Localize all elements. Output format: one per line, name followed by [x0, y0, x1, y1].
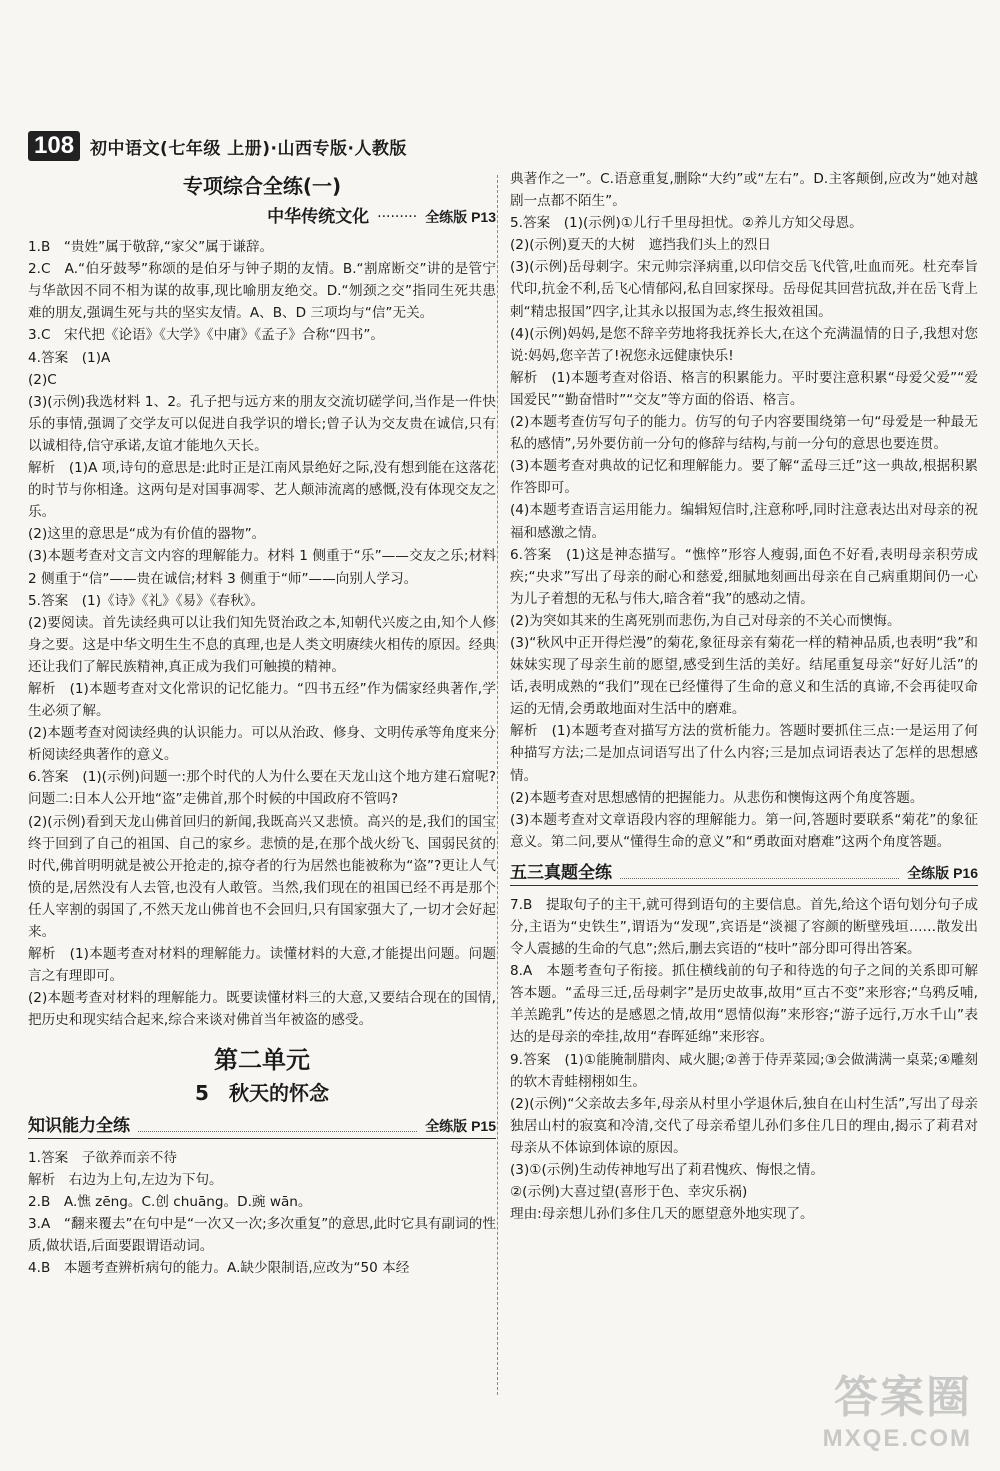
answer-line: 7.B 提取句子的主干,就可得到语句的主要信息。首先,给这个语句划分句子成分,主语为“史铁生”,谓语为“发现”,宾语是“淡褪了容颜的断壁残垣……散发出令人震撼的生命的气息”;然后,删去宾语的“枝叶”部分即可得出答案。 [510, 896, 978, 958]
answer-line: (3)(示例)岳母刺字。宋元帅宗泽病重,以印信交岳飞代管,吐血而死。杜充奉旨代印,抗金不利,岳飞心情郁闷,私自回家探母。岳母促其回营抗敌,并在岳飞背上刺“精忠报国”四字,让其永以报国为志,终生报效祖国。 [510, 259, 978, 320]
column-divider [497, 175, 498, 1395]
answer-line: 解析 (1)本题考查对材料的理解能力。读懂材料的大意,才能提出问题。问题言之有理即可。 [28, 946, 496, 985]
left-column [28, 168, 496, 1279]
lesson-title: 5 秋天的怀念 [195, 1080, 329, 1105]
page-header [28, 130, 407, 162]
answer-line: (2)本题考查对材料的理解能力。既要读懂材料三的大意,又要结合现在的国情,把历史和现实结合起来,综合来谈对佛首当年被盗的感受。 [28, 990, 496, 1029]
answer-line: 2.B A.憔 zēng。C.创 chuāng。D.豌 wān。 [28, 1193, 312, 1210]
answer-line: 1.答案 子欲养而亲不待 [28, 1149, 177, 1166]
answer-line: (2)本题考查仿写句子的能力。仿写的句子内容要围绕第一句“母爱是一种最无私的感情”,另外要仿前一分句的修辞与结构,与前一分句的意思也要连贯。 [510, 414, 978, 453]
answer-line: (2)为突如其来的生离死别而悲伤,为自己对母亲的不关心而懊悔。 [510, 612, 901, 629]
answer-line: 2.C A.“伯牙鼓琴”称颂的是伯牙与钟子期的友情。B.“割席断交”讲的是管宁与华歆因不同不相为谋的故事,现比喻朋友绝交。D.“刎颈之交”指同生死共患难的朋友,强调生死与共的坚实友情。A、B、D 三项均与“信”无关。 [28, 261, 496, 322]
right-column [510, 168, 978, 1225]
answer-line: (3)本题考查对文章语段内容的理解能力。第一问,答题时要联系“菊花”的象征意义。第二问,要从“懂得生命的意义”和“勇敢面对磨难”这两个角度答题。 [510, 811, 978, 850]
band-ref: 全练版 P15 [425, 1117, 496, 1134]
answer-line: 解析 (1)本题考查对俗语、格言的积累能力。平时要注意积累“母爱父爱”“爱国爱民”“勤奋惜时”“交友”等方面的俗语、格言。 [510, 369, 978, 408]
answer-line: (3)本题考查对典故的记忆和理解能力。要了解“孟母三迁”这一典故,根据积累作答即可。 [510, 458, 978, 497]
answer-line: (3)“秋风中正开得烂漫”的菊花,象征母亲有菊花一样的精神品质,也表明“我”和妹妹实现了母亲生前的愿望,感受到生活的美好。结尾重复母亲“好好儿活”的话,表明成熟的“我们”现在已经懂得了生命的意义和生活的真谛,不会再徒叹命运的无情,会勇敢地面对生活中的磨难。 [510, 634, 978, 718]
subsection-name: 中华传统文化 [267, 207, 370, 227]
answer-line: 典著作之一”。C.语意重复,删除“大约”或“左右”。D.主客颠倒,应改为“她对越剧一点都不陌生”。 [510, 171, 978, 210]
answer-line: 6.答案 (1)这是神态描写。“憔悴”形容人瘦弱,面色不好看,表明母亲积劳成疾;“央求”写出了母亲的耐心和慈爱,细腻地刻画出母亲在自己病重期间仍一心为儿子着想的无私与伟大,暗含着“我”的感动之情。 [510, 546, 978, 607]
band-dots [620, 866, 899, 879]
watermark-line1: 答案圈 [834, 1373, 972, 1422]
answer-line: (2)本题考查对阅读经典的认识能力。可以从治政、修身、文明传承等角度来分析阅读经典著作的意义。 [28, 725, 496, 764]
answer-line: (3)①(示例)生动传神地写出了莉君愧疚、悔恨之情。 [510, 1162, 824, 1179]
answer-line: (2)C [28, 371, 57, 388]
answer-line: 4.B 本题考查辨析病句的能力。A.缺少限制语,应改为“50 本经 [28, 1260, 410, 1277]
subsection-dots: ········· [377, 209, 418, 225]
left-answers-2 [28, 1147, 496, 1280]
answer-line: (2)(示例)“父亲故去多年,母亲从村里小学退休后,独自在山村生活”,写出了母亲独居山村的寂寞和冷清,交代了母亲希望儿孙们多住几日的理由,揭示了莉君对母亲从不体谅到体谅的原因。 [510, 1095, 978, 1156]
answer-line: 4.答案 (1)A [28, 349, 111, 366]
subsection-ref: 全练版 P13 [425, 209, 496, 225]
answer-line: 解析 (1)本题考查对描写方法的赏析能力。答题时要抓住三点:一是运用了何种描写方法;二是加点词语写出了什么内容;三是加点词语表达了怎样的思想感情。 [510, 723, 978, 784]
right-answers-2 [510, 894, 978, 1225]
band-ref: 全练版 P16 [907, 864, 978, 881]
section-band-exam [510, 861, 978, 886]
page-number: 108 [28, 131, 80, 161]
answer-line: 8.A 本题考查句子衔接。抓住横线前的句子和待选的句子之间的关系即可解答本题。“孟母三迁,岳母刺字”是历史故事,故用“亘古不变”来形容;“乌鸦反哺,羊羔跪乳”传达的是感恩之情,故用“恩情似海”来形容;“游子远行,万水千山”表达的是母亲的牵挂,故用“春晖延绵”来形容。 [510, 963, 978, 1046]
answer-line: 1.B “贵姓”属于敬辞,“家父”属于谦辞。 [28, 239, 274, 256]
section-title: 专项综合全练(一) [182, 174, 342, 198]
answer-line: (2)(示例)夏天的大树 遮挡我们头上的烈日 [510, 237, 771, 254]
answer-line: 解析 (1)A 项,诗句的意思是:此时正是江南风景绝好之际,没有想到能在这落花的时节与你相逢。这两句是对国事凋零、艺人颠沛流离的感慨,没有体现交友之乐。 [28, 460, 496, 521]
answer-line: (3)本题考查对文言文内容的理解能力。材料 1 侧重于“乐”——交友之乐;材料 2 侧重于“信”——贵在诚信;材料 3 侧重于“师”——向别人学习。 [28, 548, 496, 587]
answer-line: 9.答案 (1)①能腌制腊肉、咸火腿;②善于侍弄菜园;③会做满满一桌菜;④雕刻的软木青蛙栩栩如生。 [510, 1051, 978, 1090]
answer-line: (2)本题考查对思想感情的把握能力。从悲伤和懊悔这两个角度答题。 [510, 789, 924, 806]
answer-line: 5.答案 (1)《诗》《礼》《易》《春秋》。 [28, 592, 265, 609]
answer-line: ②(示例)大喜过望(喜形于色、幸灾乐祸) [510, 1184, 748, 1201]
answer-line: (2)(示例)看到天龙山佛首回归的新闻,我既高兴又悲愤。高兴的是,我们的国宝终于回到了自己的祖国、自己的家乡。悲愤的是,在那个战火纷飞、国弱民贫的时代,佛首明明就是被公开抢走的,掠夺者的行为居然也能被称为“盗”?更让人气愤的是,居然没有人去管,也没有人敢管。当然,我们现在的祖国已经不再是那个任人宰割的弱国了,不然天龙山佛首也不会回归,只有国家强大了,一切才会好起来。 [28, 813, 496, 940]
answer-line: 6.答案 (1)(示例)问题一:那个时代的人为什么要在天龙山这个地方建石窟呢?问题二:日本人公开地“盗”走佛首,那个时候的中国政府不管吗? [28, 769, 496, 808]
answer-line: 3.A “翻来覆去”在句中是“一次又一次;多次重复”的意思,此时它具有副词的性质,做状语,后面要跟谓语动词。 [28, 1215, 496, 1255]
band-title: 知识能力全练 [28, 1115, 130, 1136]
answer-line: (2)这里的意思是“成为有价值的器物”。 [28, 526, 266, 543]
answer-line: (4)本题考查语言运用能力。编辑短信时,注意称呼,同时注意表达出对母亲的祝福和感激之情。 [510, 502, 978, 541]
answer-line: (2)要阅读。首先读经典可以让我们知先贤治政之本,知朝代兴废之由,知个人修身之要。这是中华文明生生不息的真理,也是人类文明赓续火相传的原因。经典还让我们了解民族精神,真正成为我们可触摸的精神。 [28, 614, 496, 675]
answer-line: 解析 右边为上句,左边为下句。 [28, 1171, 223, 1188]
band-dots [138, 1119, 417, 1132]
answer-line: 5.答案 (1)(示例)①儿行千里母担忧。②养儿方知父母恩。 [510, 215, 863, 232]
answer-line: 解析 (1)本题考查对文化常识的记忆能力。“四书五经”作为儒家经典著作,学生必须了解。 [28, 680, 496, 720]
answer-line: 理由:母亲想儿孙们多住几天的愿望意外地实现了。 [510, 1206, 814, 1223]
section-band-knowledge [28, 1114, 496, 1139]
book-title: 初中语文(七年级 上册)·山西专版·人教版 [90, 138, 407, 159]
watermark [823, 1361, 972, 1453]
left-answers [28, 236, 496, 1031]
right-answers [510, 168, 978, 853]
band-title: 五三真题全练 [510, 862, 612, 883]
answer-line: (4)(示例)妈妈,是您不辞辛劳地将我抚养长大,在这个充满温情的日子,我想对您说:妈妈,您辛苦了!祝您永远健康快乐! [510, 325, 978, 364]
unit-title: 第二单元 [214, 1046, 310, 1075]
subsection-header [28, 206, 496, 228]
answer-line: 3.C 宋代把《论语》《大学》《中庸》《孟子》合称“四书”。 [28, 327, 384, 344]
answer-line: (3)(示例)我选材料 1、2。孔子把与远方来的朋友交流切磋学问,当作是一件快乐的事情,强调了交学友可以促进自我学识的增长;曾子认为交友贵在诚信,只有以诚相待,信守承诺,友谊才能地久天长。 [28, 393, 496, 454]
watermark-line2: MXQE.COM [822, 1425, 972, 1452]
